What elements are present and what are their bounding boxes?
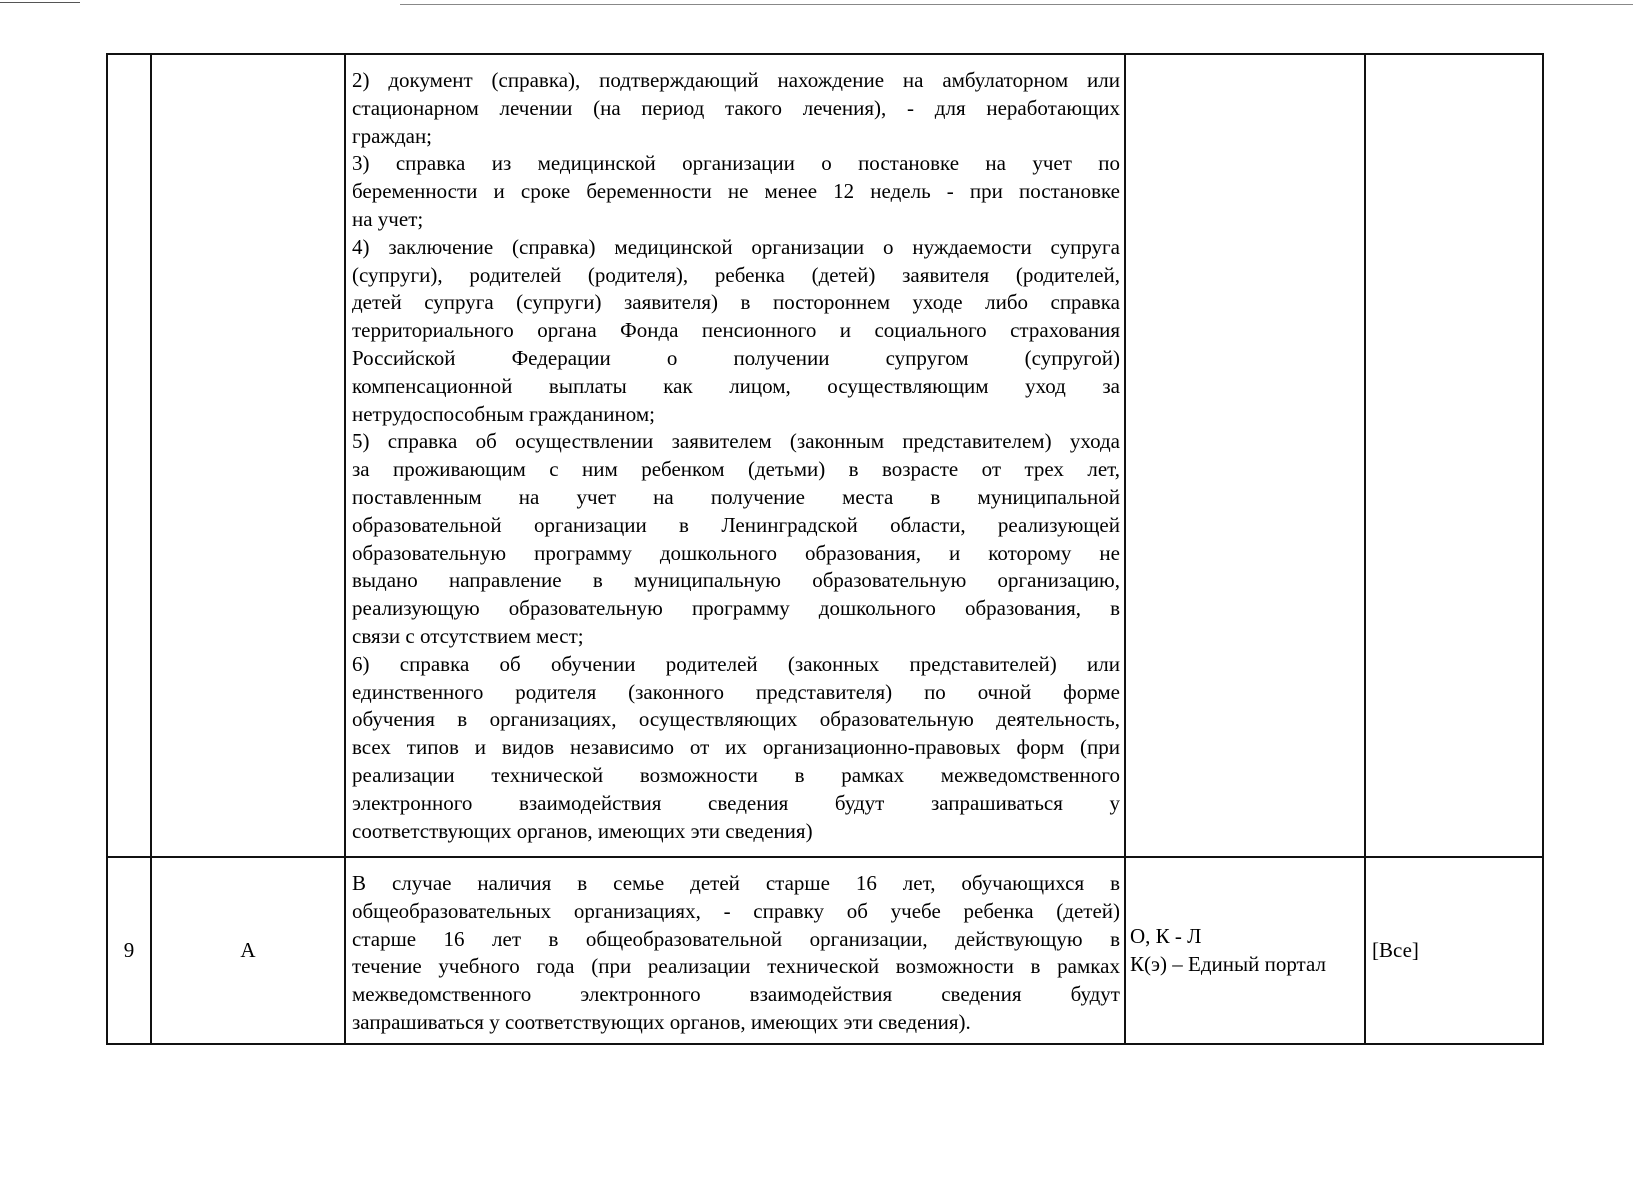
row-description [345, 857, 1125, 1044]
description-line: всех типов и видов независимо от их организационно-правовых форм (при [352, 735, 1120, 760]
description-line: 3) справка из медицинской организации о постановке на учет по [352, 151, 1120, 176]
description-line: межведомственного электронного взаимодействия сведения будут [352, 982, 1120, 1007]
description-line: электронного взаимодействия сведения будут запрашиваться у [352, 790, 1120, 815]
description-line: беременности и сроке беременности не менее 12 недель - при постановке [352, 179, 1120, 204]
description-line: В случае наличия в семье детей старше 16 лет, обучающихся в [352, 871, 1120, 895]
description-line: течение учебного года (при реализации технической возможности в рамках [352, 954, 1120, 979]
description-line: реализации технической возможности в рамках межведомственного [352, 762, 1120, 787]
description-line: (супруги), родителей (родителя), ребенка (детей) заявителя (родителей, [352, 262, 1120, 287]
documents-table [106, 53, 1544, 1045]
row-number: 9 [107, 857, 151, 1044]
description-line: 2) документ (справка), подтверждающий нахождение на амбулаторном или [352, 68, 1120, 92]
row-description [345, 54, 1125, 857]
description-line: поставленным на учет на получение места в муниципальной [352, 484, 1120, 509]
description-line: реализующую образовательную программу дошкольного образования, в [352, 596, 1120, 621]
row-number [107, 54, 151, 857]
description-line: компенсационной выплаты как лицом, осуществляющим уход за [352, 373, 1120, 398]
row-submission-method [1125, 54, 1365, 857]
description-line: образовательную программу дошкольного образования, и которому не [352, 540, 1120, 565]
method-line: К(э) – Единый портал [1130, 952, 1326, 977]
description-line: запрашиваться у соответствующих органов, имеющих эти сведения). [352, 1009, 971, 1034]
description-line: 6) справка об обучении родителей (законных представителей) или [352, 651, 1120, 676]
description-line: детей супруга (супруги) заявителя) в постороннем уходе либо справка [352, 290, 1120, 315]
scan-artifact-line [400, 4, 1633, 5]
description-line: 4) заключение (справка) медицинской организации о нуждаемости супруга [352, 234, 1120, 259]
description-line: на учет; [352, 206, 424, 231]
scan-artifact-line [0, 2, 80, 3]
method-line: О, К - Л [1130, 924, 1202, 949]
row-category [151, 54, 345, 857]
description-line: единственного родителя (законного представителя) по очной форме [352, 679, 1120, 704]
row-scope [1365, 54, 1543, 857]
description-line: 5) справка об осуществлении заявителем (законным представителем) ухода [352, 429, 1120, 454]
description-line: за проживающим с ним ребенком (детьми) в возрасте от трех лет, [352, 457, 1120, 482]
description-line: Российской Федерации о получении супругом (супругой) [352, 345, 1120, 370]
description-line: общеобразовательных организациях, - справку об учебе ребенка (детей) [352, 898, 1120, 923]
description-line: стационарном лечении (на период такого лечения), - для неработающих [352, 95, 1120, 120]
description-line: образовательной организации в Ленинградской области, реализующей [352, 512, 1120, 537]
description-line: выдано направление в муниципальную образовательную организацию, [352, 568, 1120, 593]
description-line: граждан; [352, 123, 433, 148]
description-line: нетрудоспособным гражданином; [352, 401, 655, 426]
table-row [107, 54, 1543, 857]
table-row [107, 857, 1543, 1044]
description-line: обучения в организациях, осуществляющих образовательную деятельность, [352, 707, 1120, 732]
description-line: связи с отсутствием мест; [352, 623, 584, 648]
row-category: А [151, 857, 345, 1044]
description-line: старше 16 лет в общеобразовательной организации, действующую в [352, 926, 1120, 951]
row-submission-method [1125, 857, 1365, 1044]
description-line: территориального органа Фонда пенсионного и социального страхования [352, 318, 1120, 343]
row-scope: [Все] [1365, 857, 1543, 1044]
description-line: соответствующих органов, имеющих эти сведения) [352, 818, 813, 843]
